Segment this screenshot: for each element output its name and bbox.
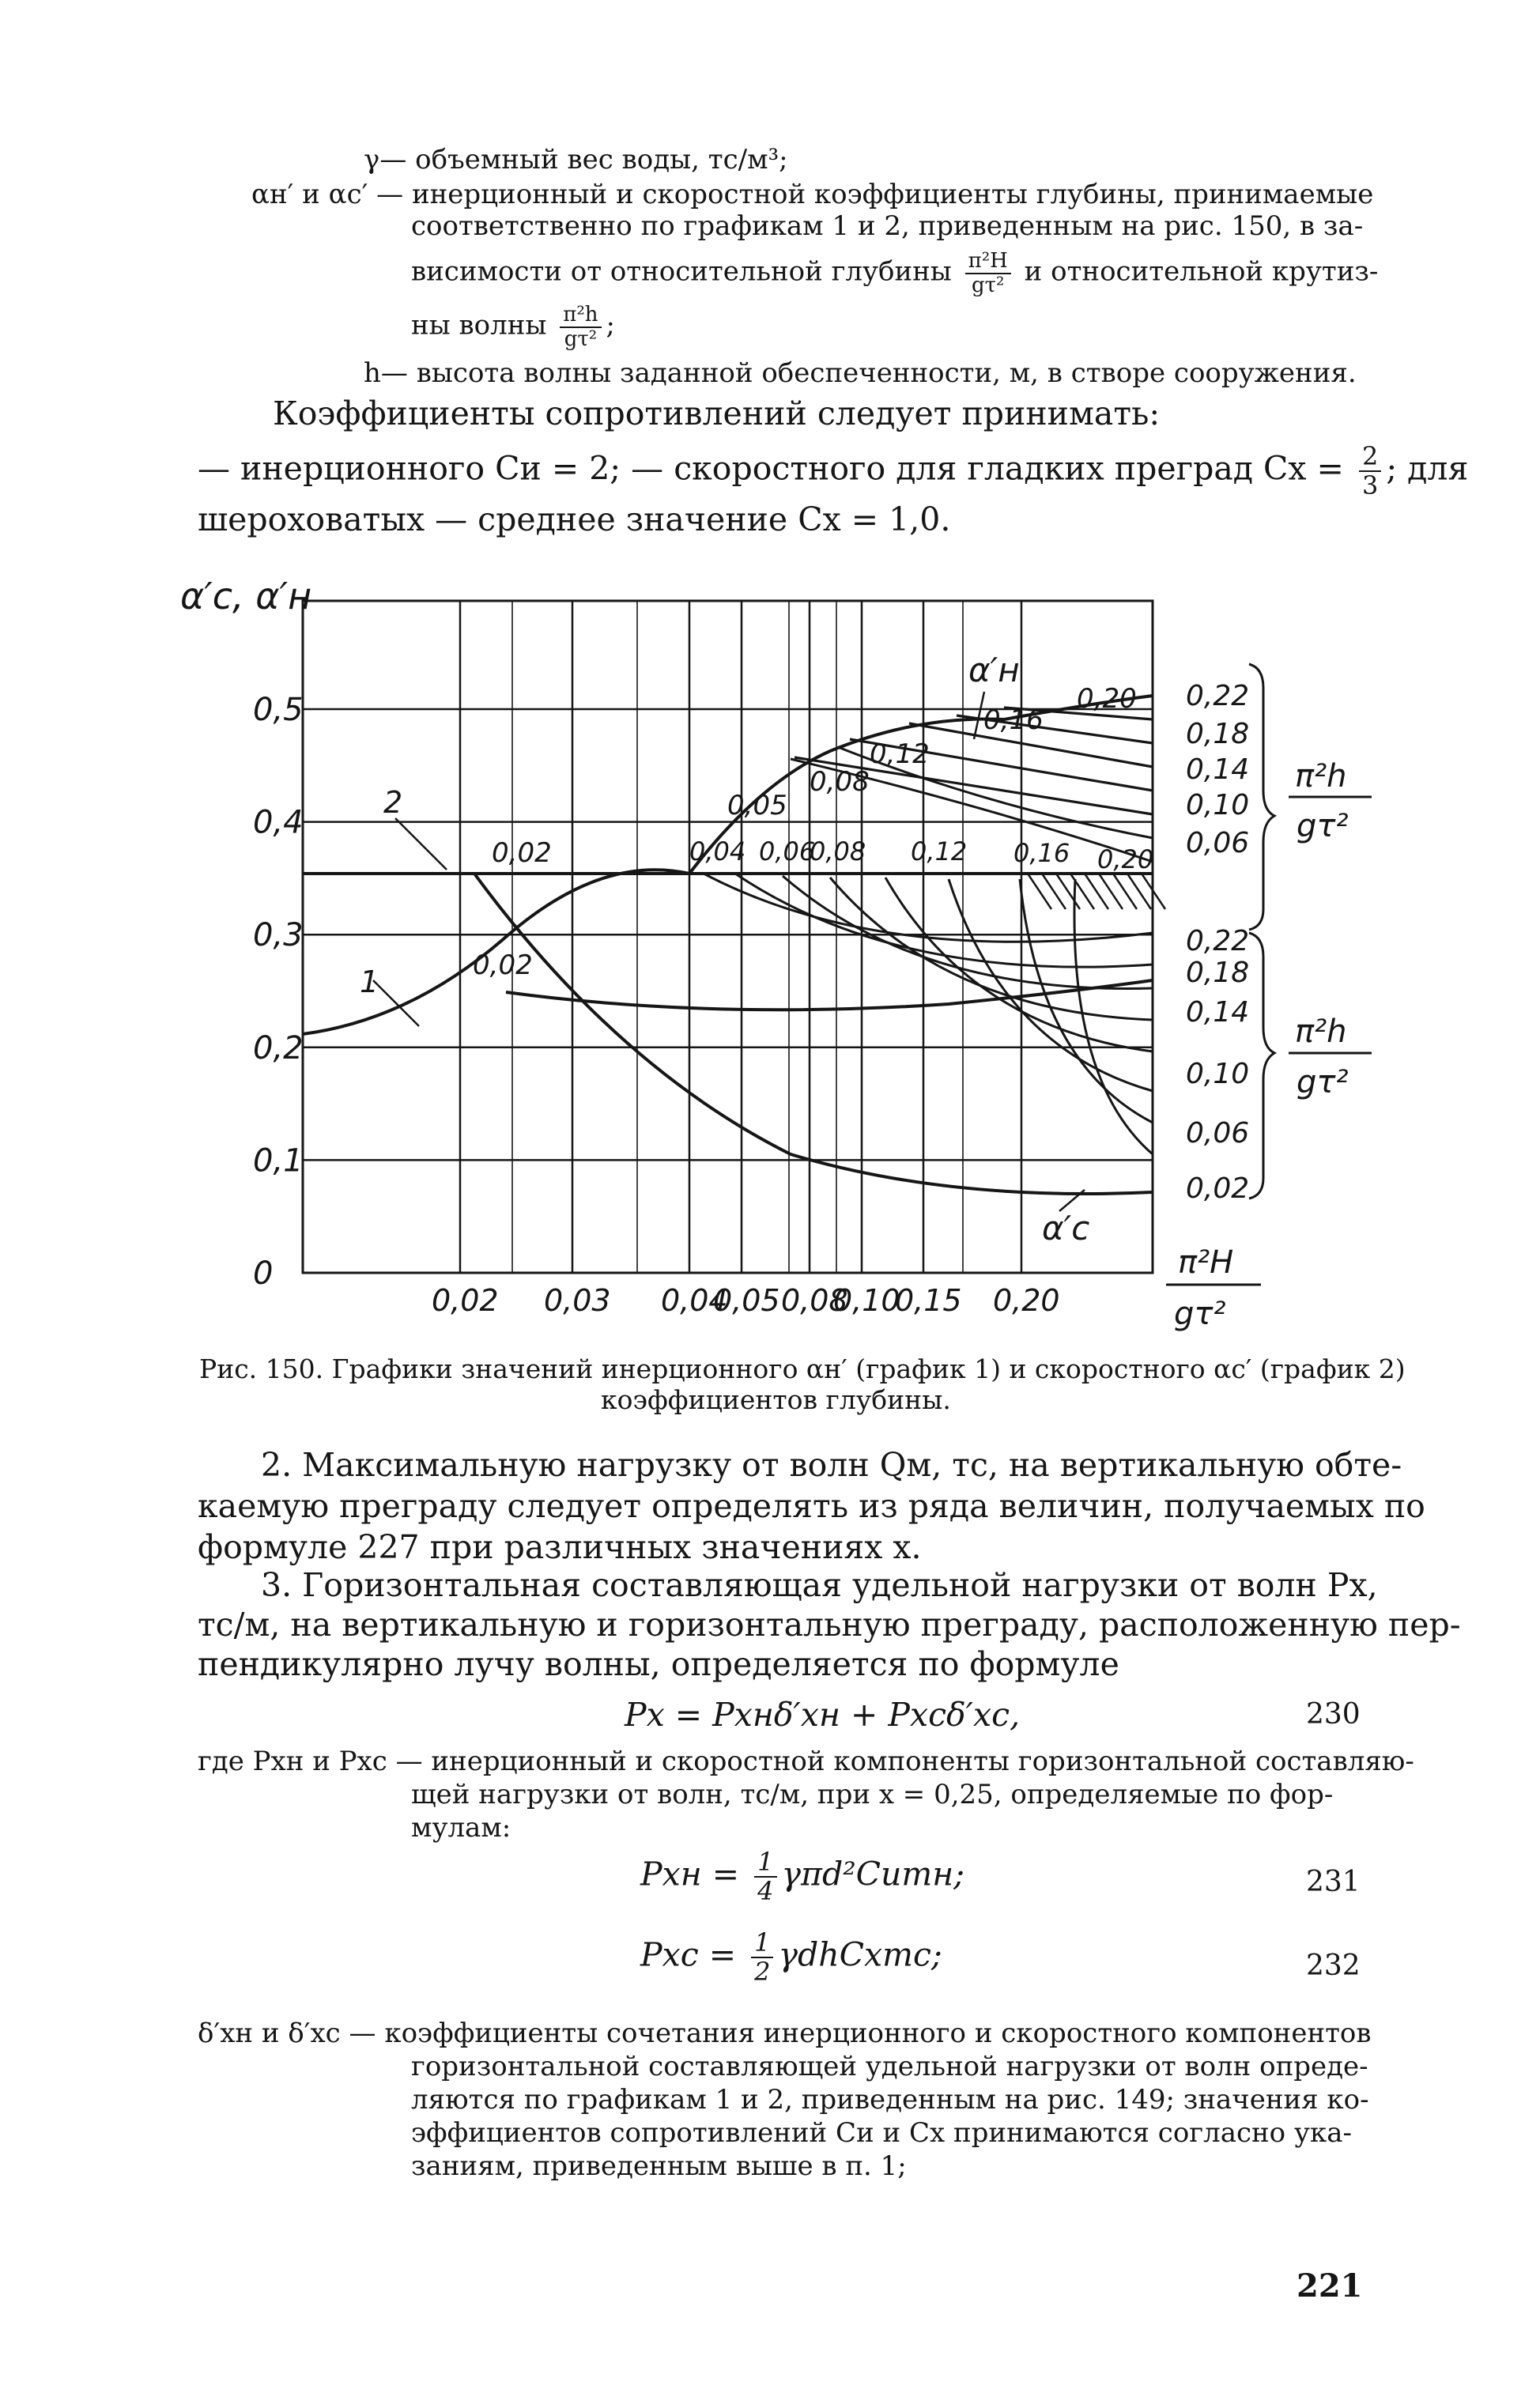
coeff-paragraph-line1: Коэффициенты сопротивлений следует принимать:: [273, 394, 1161, 432]
right-label-lower: 0,02: [1186, 1172, 1250, 1205]
y-tick-label: 0,2: [253, 1029, 304, 1066]
curve-label-1-leader: [373, 980, 419, 1026]
equation-231-fraction: $\frac{1}{4}$: [754, 1848, 776, 1905]
x-tick-label: 0,05: [713, 1283, 780, 1318]
velocity-top-label: 0,04: [689, 836, 746, 866]
velocity-family-curve: [704, 874, 1153, 942]
delta-definition-line4: эффициентов сопротивлений Cи и Cx принимаются согласно ука-: [411, 2117, 1352, 2149]
equation-231: Pxн = $\frac{1}{4}$ γπd²Cиmн;: [640, 1847, 965, 1907]
lower-brace-label-num: π²h: [1295, 1014, 1347, 1050]
coeff-paragraph-line2: — инерционного Cи = 2; — скоростного для гладких преград Cx = $\frac{2}{3}$ ; для: [198, 441, 1469, 501]
equation-230: Px = Pxнδ′xн + Pxсδ′xс,: [625, 1696, 1021, 1734]
paragraph-3-line3: пендикулярно лучу волны, определяется по формуле: [198, 1645, 1119, 1683]
inertial-curve-label: 0,20: [1077, 683, 1137, 715]
velocity-left-label: 0,02: [473, 949, 533, 981]
velocity-hatch-line: [1085, 874, 1108, 909]
y-tick-labels: [253, 692, 304, 1292]
lower-brace: [1249, 933, 1274, 1199]
x-tick-labels: [432, 1283, 1060, 1318]
velocity-family-curve: [1020, 879, 1153, 1123]
page-number: 221: [1297, 2267, 1363, 2305]
chart-curves: [303, 696, 1165, 1194]
figure-caption-line2: коэффициентов глубины.: [601, 1384, 951, 1415]
upper-brace: [1249, 664, 1274, 930]
right-label-upper: 0,18: [1186, 718, 1250, 750]
x-tick-label: 0,15: [895, 1283, 962, 1318]
right-label-lower: 0,14: [1186, 996, 1250, 1029]
velocity-top-label: 0,08: [810, 836, 866, 866]
lower-brace-label-den: gτ²: [1297, 1064, 1349, 1100]
chart-grid: [303, 601, 1153, 1273]
x-axis-label-num: π²H: [1178, 1244, 1234, 1281]
right-label-upper: 0,06: [1186, 827, 1250, 859]
right-label-upper: 0,22: [1186, 680, 1250, 712]
x-tick-label: 0,20: [993, 1283, 1060, 1318]
definition-alpha-cont3: ны волны $\frac{\text{π²h}}{\text{gτ²}}$ ;: [411, 303, 616, 351]
y-tick-label: 0,4: [253, 804, 304, 841]
inertial-curve-label: 0,12: [870, 738, 930, 770]
paragraph-2-line3: формуле 227 при различных значениях x.: [198, 1528, 922, 1566]
right-label-upper: 0,14: [1186, 753, 1250, 786]
velocity-top-label: 0,06: [759, 836, 816, 866]
inertial-curve-label: 0,16: [983, 704, 1044, 736]
figure-caption-line1: Рис. 150. Графики значений инерционного αн′ (график 1) и скоростного αс′ (график 2): [199, 1353, 1406, 1384]
velocity-left-label: 0,02: [492, 837, 552, 869]
equation-231-number: 231: [1306, 1866, 1361, 1898]
velocity-top-label: 0,12: [911, 836, 968, 866]
coeff-paragraph-line3: шероховатых — среднее значение Cx = 1,0.: [198, 500, 951, 538]
y-tick-label: 0,3: [253, 917, 304, 954]
definition-alpha: αн′ и αс′ — инерционный и скоростной коэффициенты глубины, принимаемые: [251, 179, 1374, 210]
curve-label-alpha-c: α′с: [1042, 1209, 1090, 1248]
right-label-lower: 0,06: [1186, 1117, 1250, 1149]
velocity-top-label: 0,20: [1097, 844, 1154, 874]
right-label-lower: 0,10: [1186, 1058, 1250, 1090]
equation-232-number: 232: [1306, 1950, 1361, 1982]
velocity-hatch-line: [1127, 874, 1151, 909]
where-definition-line1: где Pxн и Pxс — инерционный и скоростной компоненты горизонтальной составляю-: [198, 1746, 1414, 1777]
inertial-curve-label: 0,08: [810, 766, 870, 798]
y-axis-label: α′с, α′н: [180, 575, 312, 617]
x-tick-label: 0,03: [544, 1283, 611, 1318]
paragraph-2-line2: каемую преграду следует определять из ряда величин, получаемых по: [198, 1487, 1425, 1525]
fraction-two-thirds: $\frac{2}{3}$: [1359, 443, 1381, 500]
delta-definition-line2: горизонтальной составляющей удельной нагрузки от волн опреде-: [411, 2051, 1368, 2082]
definition-gamma: γ— объемный вес воды, тс/м³;: [364, 144, 788, 176]
fraction-relative-depth: $\frac{\text{π²H}}{\text{gτ²}}$: [965, 250, 1011, 296]
series-curve-alpha-c: [474, 874, 1153, 1194]
inertial-curve-label: 0,05: [727, 790, 787, 821]
paragraph-3-line2: тс/м, на вертикальную и горизонтальную преграду, расположенную пер-: [198, 1606, 1461, 1644]
paragraph-3-line1: 3. Горизонтальная составляющая удельной нагрузки от волн Px,: [261, 1566, 1378, 1604]
y-tick-label: 0: [253, 1255, 274, 1292]
curve-label-2: 2: [383, 785, 403, 820]
velocity-hatch-line: [1113, 874, 1137, 909]
where-definition-line3: мулам:: [411, 1812, 511, 1844]
where-definition-line2: щей нагрузки от волн, тс/м, при x = 0,25, определяемые по фор-: [411, 1779, 1334, 1810]
paragraph-2-line1: 2. Максимальную нагрузку от волн Qм, тс, на вертикальную обте-: [261, 1446, 1402, 1484]
equation-232-fraction: $\frac{1}{2}$: [751, 1929, 773, 1986]
definition-alpha-cont2: висимости от относительной глубины $\frac{\text{π²H}}{\text{gτ²}}$ и относительной крутиз-: [411, 249, 1379, 297]
right-side-labels: [1186, 680, 1249, 1205]
velocity-hatch-line: [1099, 874, 1123, 909]
x-tick-label: 0,10: [833, 1283, 900, 1318]
definition-h: h— высота волны заданной обеспеченности, м, в створе сооружения.: [364, 357, 1357, 389]
delta-definition-line3: ляются по графикам 1 и 2, приведенным на рис. 149; значения ко-: [411, 2084, 1369, 2116]
x-tick-label: 0,02: [432, 1283, 499, 1318]
velocity-hatch-line: [1056, 874, 1080, 909]
velocity-hatch-line: [1042, 874, 1066, 909]
upper-brace-label-num: π²h: [1295, 758, 1347, 795]
definition-alpha-cont1: соответственно по графикам 1 и 2, приведенным на рис. 150, в за-: [411, 210, 1364, 242]
delta-definition-line1: δ′xн и δ′xс — коэффициенты сочетания инерционного и скоростного компонентов: [198, 2018, 1372, 2049]
y-tick-label: 0,1: [253, 1142, 304, 1180]
equation-232: Pxс = $\frac{1}{2}$ γdhCxmс;: [640, 1927, 942, 1988]
curve-label-alpha-n: α′н: [968, 651, 1020, 689]
curve-label-1: 1: [360, 965, 379, 999]
right-label-upper: 0,10: [1186, 789, 1250, 821]
x-tick-label: 0,04: [661, 1283, 728, 1318]
delta-definition-line5: заниям, приведенным выше в п. 1;: [411, 2150, 907, 2182]
y-tick-label: 0,5: [253, 692, 304, 728]
x-axis-label-den: gτ²: [1174, 1296, 1226, 1332]
upper-brace-label-den: gτ²: [1297, 808, 1349, 844]
right-label-lower: 0,22: [1186, 925, 1250, 957]
x-tick-label: 0,08: [781, 1283, 848, 1318]
velocity-hatch-line: [1028, 874, 1051, 909]
curve-label-2-leader: [395, 818, 447, 870]
right-label-lower: 0,18: [1186, 957, 1250, 989]
equation-230-number: 230: [1306, 1698, 1361, 1731]
velocity-top-label: 0,16: [1013, 838, 1070, 868]
fraction-steepness: $\frac{\text{π²h}}{\text{gτ²}}$: [560, 304, 601, 350]
plot-border: [303, 601, 1153, 1273]
